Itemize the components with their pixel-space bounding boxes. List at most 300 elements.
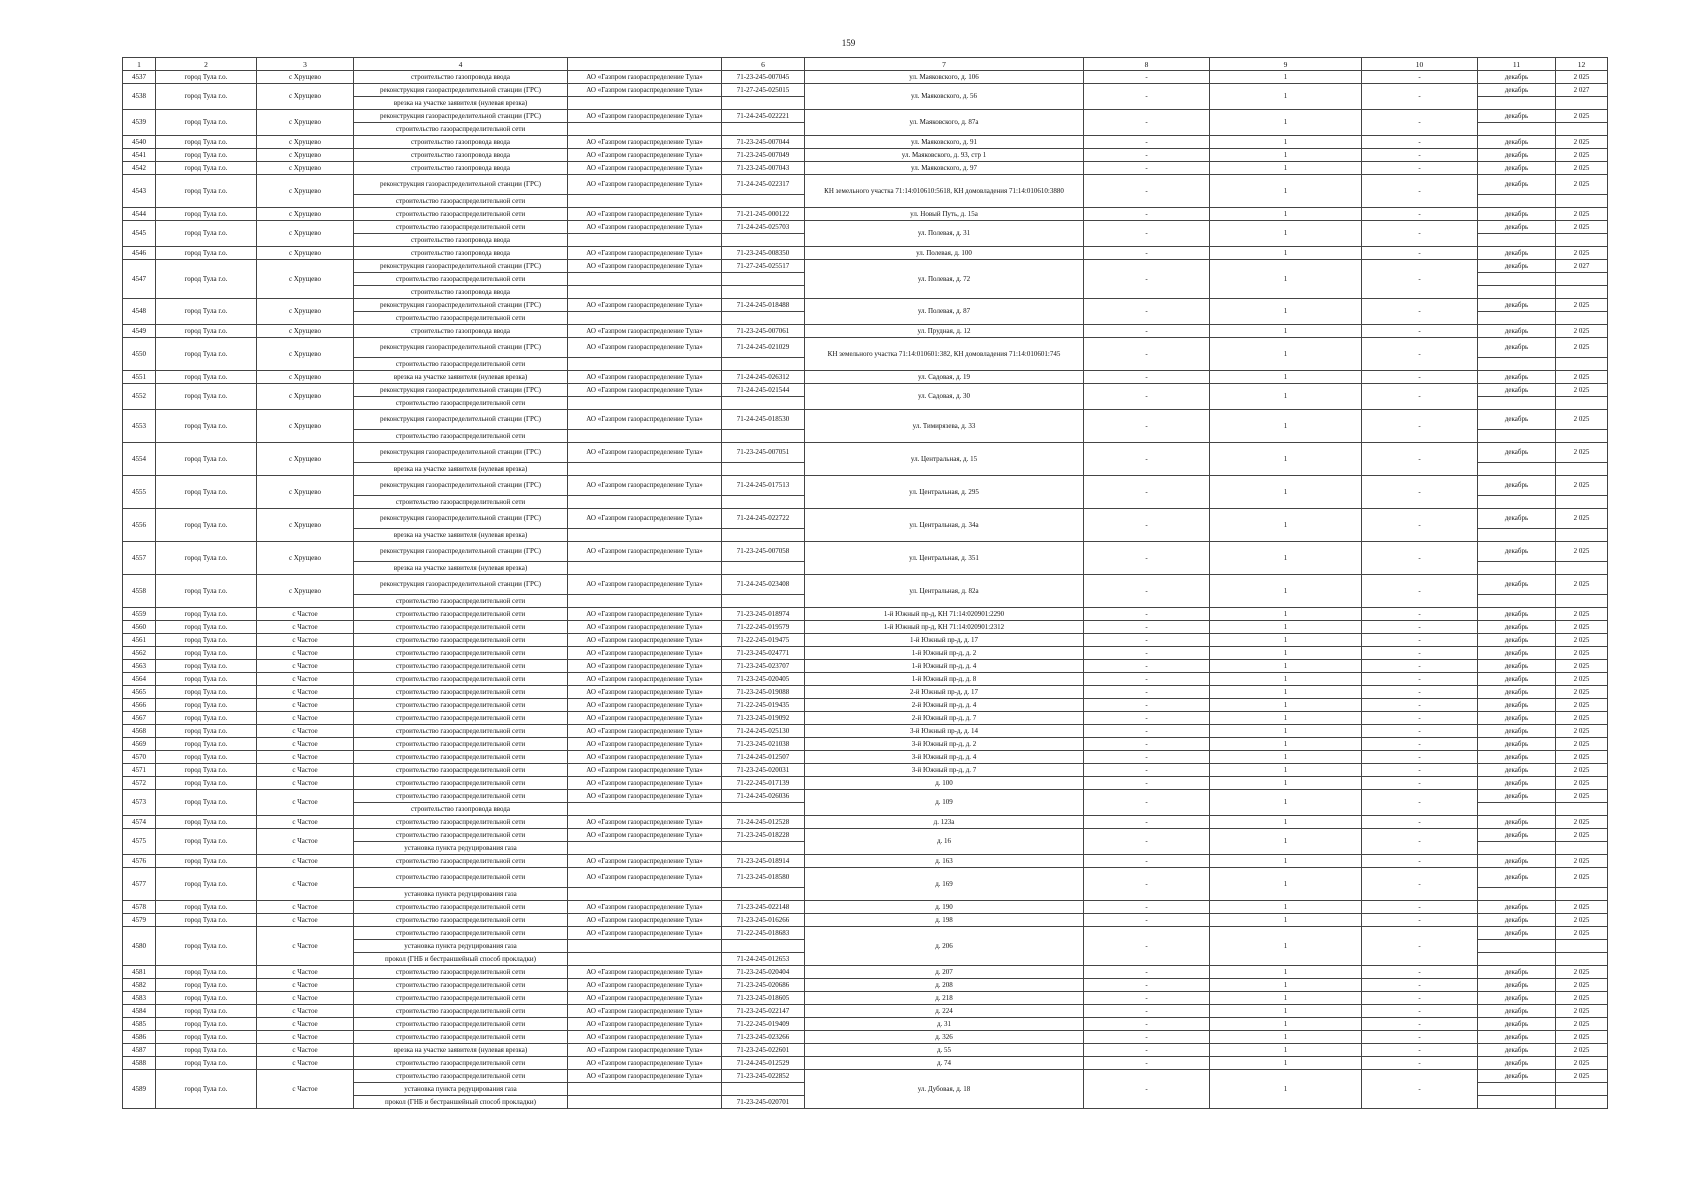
cell-work-type: строительство газораспределительной сети — [354, 738, 568, 751]
cell-year-empty — [1556, 803, 1608, 816]
cell-organization: АО «Газпром газораспределение Тула» — [568, 608, 722, 621]
cell-col10: - — [1362, 966, 1478, 979]
cell-year: 2 025 — [1556, 855, 1608, 868]
cell-organization: АО «Газпром газораспределение Тула» — [568, 1070, 722, 1083]
cell-address: ул. Маяковского, д. 87а — [805, 110, 1084, 136]
cell-work-type: реконструкция газораспределительной станции (ГРС) — [354, 110, 568, 123]
cell-code — [722, 940, 805, 953]
cell-work-type: строительство газораспределительной сети — [354, 725, 568, 738]
cell-settlement: с Хрущево — [257, 443, 354, 476]
cell-organization: АО «Газпром газораспределение Тула» — [568, 247, 722, 260]
cell-address: 1-й Южный пр-д, д. 2 — [805, 647, 1084, 660]
cell-settlement: с Частое — [257, 777, 354, 790]
cell-work-type: строительство газораспределительной сети — [354, 979, 568, 992]
cell-code: 71-23-245-007049 — [722, 149, 805, 162]
cell-city: город Тула г.о. — [156, 673, 257, 686]
cell-code: 71-23-245-018605 — [722, 992, 805, 1005]
cell-address: ул. Центральная, д. 295 — [805, 476, 1084, 509]
cell-code: 71-22-245-019579 — [722, 621, 805, 634]
cell-organization: АО «Газпром газораспределение Тула» — [568, 660, 722, 673]
cell-month: декабрь — [1478, 162, 1556, 175]
cell-organization: АО «Газпром газораспределение Тула» — [568, 371, 722, 384]
cell-col10: - — [1362, 384, 1478, 410]
cell-month: декабрь — [1478, 299, 1556, 312]
cell-code: 71-24-245-022317 — [722, 175, 805, 195]
cell-city: город Тула г.о. — [156, 384, 257, 410]
cell-city: город Тула г.о. — [156, 855, 257, 868]
cell-number: 4572 — [123, 777, 156, 790]
cell-city: город Тула г.о. — [156, 979, 257, 992]
cell-year: 2 025 — [1556, 686, 1608, 699]
cell-month: декабрь — [1478, 829, 1556, 842]
table-row — [123, 816, 1608, 829]
cell-organization: АО «Газпром газораспределение Тула» — [568, 686, 722, 699]
cell-month: декабрь — [1478, 509, 1556, 529]
cell-col8: - — [1084, 443, 1210, 476]
cell-address: 2-й Южный пр-д, д. 7 — [805, 712, 1084, 725]
cell-settlement: с Частое — [257, 914, 354, 927]
cell-code — [722, 195, 805, 208]
cell-col9: 1 — [1210, 927, 1362, 966]
cell-year: 2 025 — [1556, 621, 1608, 634]
cell-month: декабрь — [1478, 1057, 1556, 1070]
cell-work-type: установка пункта редуцирования газа — [354, 940, 568, 953]
header-row — [123, 58, 1608, 71]
cell-city: город Тула г.о. — [156, 621, 257, 634]
cell-code: 71-23-245-007051 — [722, 443, 805, 463]
cell-work-type: реконструкция газораспределительной станции (ГРС) — [354, 542, 568, 562]
cell-address: д. 31 — [805, 1018, 1084, 1031]
cell-settlement: с Частое — [257, 764, 354, 777]
cell-col8: - — [1084, 247, 1210, 260]
table-row — [123, 790, 1608, 803]
cell-city: город Тула г.о. — [156, 790, 257, 816]
cell-organization — [568, 888, 722, 901]
cell-col10: - — [1362, 790, 1478, 816]
cell-work-type: установка пункта редуцирования газа — [354, 842, 568, 855]
cell-code: 71-22-245-018683 — [722, 927, 805, 940]
cell-col10: - — [1362, 136, 1478, 149]
cell-number: 4580 — [123, 927, 156, 966]
cell-work-type: строительство газораспределительной сети — [354, 608, 568, 621]
cell-month-empty — [1478, 430, 1556, 443]
cell-month: декабрь — [1478, 208, 1556, 221]
cell-month-empty — [1478, 97, 1556, 110]
cell-address: д. 218 — [805, 992, 1084, 1005]
cell-code — [722, 1083, 805, 1096]
cell-work-type: строительство газораспределительной сети — [354, 1031, 568, 1044]
cell-work-type: прокол (ГНБ и бестраншейный способ прокладки) — [354, 1096, 568, 1109]
cell-address: д. 100 — [805, 777, 1084, 790]
table-row — [123, 371, 1608, 384]
cell-col10: - — [1362, 751, 1478, 764]
table-row — [123, 901, 1608, 914]
cell-col9: 1 — [1210, 1018, 1362, 1031]
cell-col8: - — [1084, 777, 1210, 790]
cell-work-type: врезка на участке заявителя (нулевая врезка) — [354, 529, 568, 542]
cell-address: д. 190 — [805, 901, 1084, 914]
cell-settlement: с Частое — [257, 673, 354, 686]
cell-col8: - — [1084, 84, 1210, 110]
cell-address: ул. Центральная, д. 82а — [805, 575, 1084, 608]
cell-number: 4578 — [123, 901, 156, 914]
cell-organization: АО «Газпром газораспределение Тула» — [568, 110, 722, 123]
cell-code — [722, 234, 805, 247]
cell-number: 4551 — [123, 371, 156, 384]
cell-col9: 1 — [1210, 660, 1362, 673]
cell-col10: - — [1362, 1005, 1478, 1018]
cell-city: город Тула г.о. — [156, 777, 257, 790]
cell-month: декабрь — [1478, 621, 1556, 634]
cell-col10: - — [1362, 764, 1478, 777]
cell-settlement: с Хрущево — [257, 384, 354, 410]
cell-col10: - — [1362, 476, 1478, 509]
cell-address: 3-й Южный пр-д, д. 4 — [805, 751, 1084, 764]
cell-code: 71-22-245-019435 — [722, 699, 805, 712]
cell-work-type: строительство газораспределительной сети — [354, 777, 568, 790]
cell-work-type: реконструкция газораспределительной станции (ГРС) — [354, 476, 568, 496]
cell-work-type: строительство газораспределительной сети — [354, 855, 568, 868]
cell-work-type: строительство газораспределительной сети — [354, 966, 568, 979]
cell-code: 71-23-245-022148 — [722, 901, 805, 914]
cell-work-type: строительство газораспределительной сети — [354, 634, 568, 647]
cell-organization: АО «Газпром газораспределение Тула» — [568, 260, 722, 273]
cell-month: декабрь — [1478, 136, 1556, 149]
cell-organization: АО «Газпром газораспределение Тула» — [568, 509, 722, 529]
cell-col10: - — [1362, 443, 1478, 476]
col-header: 10 — [1362, 58, 1478, 71]
cell-organization: АО «Газпром газораспределение Тула» — [568, 634, 722, 647]
cell-year: 2 027 — [1556, 84, 1608, 97]
cell-year-empty — [1556, 1096, 1608, 1109]
table-row — [123, 660, 1608, 673]
cell-col8: - — [1084, 738, 1210, 751]
cell-code: 71-23-245-022852 — [722, 1070, 805, 1083]
cell-year: 2 025 — [1556, 901, 1608, 914]
table-row — [123, 299, 1608, 312]
cell-col9: 1 — [1210, 992, 1362, 1005]
cell-city: город Тула г.о. — [156, 110, 257, 136]
cell-settlement: с Частое — [257, 816, 354, 829]
cell-address: ул. Центральная, д. 34а — [805, 509, 1084, 542]
cell-work-type: реконструкция газораспределительной станции (ГРС) — [354, 175, 568, 195]
cell-address: д. 224 — [805, 1005, 1084, 1018]
cell-address: 1-й Южный пр-д, д. 4 — [805, 660, 1084, 673]
cell-settlement: с Частое — [257, 927, 354, 966]
cell-organization — [568, 1083, 722, 1096]
cell-year: 2 025 — [1556, 816, 1608, 829]
cell-city: город Тула г.о. — [156, 816, 257, 829]
cell-col9: 1 — [1210, 384, 1362, 410]
cell-settlement: с Частое — [257, 1005, 354, 1018]
cell-col8: - — [1084, 325, 1210, 338]
cell-address: д. 207 — [805, 966, 1084, 979]
cell-organization: АО «Газпром газораспределение Тула» — [568, 149, 722, 162]
cell-year: 2 025 — [1556, 738, 1608, 751]
cell-col10: - — [1362, 299, 1478, 325]
cell-code: 71-24-245-026036 — [722, 790, 805, 803]
table-row — [123, 751, 1608, 764]
cell-month-empty — [1478, 940, 1556, 953]
cell-col9: 1 — [1210, 608, 1362, 621]
cell-col8: - — [1084, 1070, 1210, 1109]
cell-work-type: строительство газораспределительной сети — [354, 764, 568, 777]
cell-address: д. 55 — [805, 1044, 1084, 1057]
cell-col8: - — [1084, 725, 1210, 738]
cell-year: 2 025 — [1556, 751, 1608, 764]
table-row — [123, 738, 1608, 751]
cell-year-empty — [1556, 1083, 1608, 1096]
cell-year: 2 025 — [1556, 476, 1608, 496]
cell-city: город Тула г.о. — [156, 542, 257, 575]
cell-city: город Тула г.о. — [156, 914, 257, 927]
cell-settlement: с Хрущево — [257, 162, 354, 175]
cell-col8: - — [1084, 299, 1210, 325]
cell-month: декабрь — [1478, 992, 1556, 1005]
cell-col9: 1 — [1210, 221, 1362, 247]
cell-col8: - — [1084, 410, 1210, 443]
cell-month: декабрь — [1478, 673, 1556, 686]
cell-code: 71-23-245-018580 — [722, 868, 805, 888]
table-row — [123, 647, 1608, 660]
cell-address: д. 326 — [805, 1031, 1084, 1044]
cell-organization: АО «Газпром газораспределение Тула» — [568, 1005, 722, 1018]
cell-year: 2 025 — [1556, 660, 1608, 673]
cell-col8: - — [1084, 384, 1210, 410]
cell-year: 2 025 — [1556, 992, 1608, 1005]
cell-col8: - — [1084, 901, 1210, 914]
cell-col10: - — [1362, 868, 1478, 901]
cell-settlement: с Частое — [257, 1044, 354, 1057]
cell-number: 4552 — [123, 384, 156, 410]
cell-address: 2-й Южный пр-д, д. 17 — [805, 686, 1084, 699]
cell-code — [722, 562, 805, 575]
cell-year: 2 025 — [1556, 221, 1608, 234]
col-header: 12 — [1556, 58, 1608, 71]
cell-month: декабрь — [1478, 338, 1556, 358]
cell-code: 71-24-245-022722 — [722, 509, 805, 529]
cell-year: 2 025 — [1556, 542, 1608, 562]
cell-work-type: строительство газораспределительной сети — [354, 829, 568, 842]
cell-number: 4553 — [123, 410, 156, 443]
cell-address: ул. Полевая, д. 31 — [805, 221, 1084, 247]
table-row — [123, 384, 1608, 397]
cell-city: город Тула г.о. — [156, 725, 257, 738]
cell-year: 2 025 — [1556, 410, 1608, 430]
cell-number: 4556 — [123, 509, 156, 542]
cell-number: 4589 — [123, 1070, 156, 1109]
cell-year: 2 025 — [1556, 699, 1608, 712]
cell-code: 71-24-245-018530 — [722, 410, 805, 430]
cell-organization: АО «Газпром газораспределение Тула» — [568, 1057, 722, 1070]
cell-code — [722, 496, 805, 509]
cell-work-type: строительство газопровода ввода — [354, 803, 568, 816]
cell-settlement: с Частое — [257, 660, 354, 673]
cell-month: декабрь — [1478, 764, 1556, 777]
cell-work-type: строительство газораспределительной сети — [354, 868, 568, 888]
cell-city: город Тула г.о. — [156, 647, 257, 660]
cell-col9: 1 — [1210, 738, 1362, 751]
cell-address: ул. Маяковского, д. 97 — [805, 162, 1084, 175]
cell-address: 1-й Южный пр-д, КН 71:14:020901:2312 — [805, 621, 1084, 634]
cell-col8: - — [1084, 260, 1210, 299]
cell-number: 4559 — [123, 608, 156, 621]
cell-year: 2 025 — [1556, 509, 1608, 529]
cell-month-empty — [1478, 286, 1556, 299]
cell-organization: АО «Газпром газораспределение Тула» — [568, 712, 722, 725]
cell-address: д. 163 — [805, 855, 1084, 868]
cell-code — [722, 842, 805, 855]
cell-col9: 1 — [1210, 855, 1362, 868]
cell-work-type: строительство газораспределительной сети — [354, 712, 568, 725]
cell-organization — [568, 953, 722, 966]
cell-code — [722, 430, 805, 443]
cell-settlement: с Хрущево — [257, 84, 354, 110]
cell-number: 4562 — [123, 647, 156, 660]
cell-month: декабрь — [1478, 634, 1556, 647]
cell-address: ул. Дубовая, д. 18 — [805, 1070, 1084, 1109]
cell-col9: 1 — [1210, 476, 1362, 509]
cell-col9: 1 — [1210, 509, 1362, 542]
cell-col8: - — [1084, 371, 1210, 384]
cell-col10: - — [1362, 208, 1478, 221]
cell-settlement: с Частое — [257, 738, 354, 751]
cell-month-empty — [1478, 273, 1556, 286]
cell-number: 4579 — [123, 914, 156, 927]
table-row — [123, 979, 1608, 992]
cell-col9: 1 — [1210, 175, 1362, 208]
cell-settlement: с Частое — [257, 1018, 354, 1031]
cell-number: 4541 — [123, 149, 156, 162]
cell-city: город Тула г.о. — [156, 927, 257, 966]
cell-work-type: строительство газораспределительной сети — [354, 430, 568, 443]
cell-work-type: строительство газораспределительной сети — [354, 1070, 568, 1083]
cell-number: 4554 — [123, 443, 156, 476]
cell-settlement: с Хрущево — [257, 371, 354, 384]
cell-address: ул. Центральная, д. 351 — [805, 542, 1084, 575]
cell-city: город Тула г.о. — [156, 1031, 257, 1044]
cell-work-type: строительство газопровода ввода — [354, 136, 568, 149]
cell-month: декабрь — [1478, 476, 1556, 496]
cell-organization: АО «Газпром газораспределение Тула» — [568, 84, 722, 97]
cell-city: город Тула г.о. — [156, 84, 257, 110]
cell-organization: АО «Газпром газораспределение Тула» — [568, 1018, 722, 1031]
cell-number: 4586 — [123, 1031, 156, 1044]
cell-month: декабрь — [1478, 712, 1556, 725]
cell-organization: АО «Газпром газораспределение Тула» — [568, 725, 722, 738]
cell-month: декабрь — [1478, 575, 1556, 595]
cell-work-type: строительство газопровода ввода — [354, 149, 568, 162]
cell-year: 2 025 — [1556, 149, 1608, 162]
cell-year: 2 025 — [1556, 914, 1608, 927]
cell-organization — [568, 430, 722, 443]
cell-col8: - — [1084, 1044, 1210, 1057]
cell-city: город Тула г.о. — [156, 162, 257, 175]
cell-month: декабрь — [1478, 816, 1556, 829]
cell-year: 2 025 — [1556, 371, 1608, 384]
cell-address: д. 74 — [805, 1057, 1084, 1070]
cell-col10: - — [1362, 247, 1478, 260]
table-row — [123, 247, 1608, 260]
cell-col9: 1 — [1210, 1070, 1362, 1109]
cell-year-empty — [1556, 529, 1608, 542]
cell-col9: 1 — [1210, 208, 1362, 221]
cell-code: 71-23-245-022147 — [722, 1005, 805, 1018]
page-number: 159 — [841, 38, 856, 48]
cell-month-empty — [1478, 803, 1556, 816]
cell-month-empty — [1478, 358, 1556, 371]
cell-col10: - — [1362, 914, 1478, 927]
cell-year: 2 025 — [1556, 777, 1608, 790]
cell-year: 2 025 — [1556, 725, 1608, 738]
cell-col10: - — [1362, 175, 1478, 208]
cell-col8: - — [1084, 1005, 1210, 1018]
cell-col10: - — [1362, 686, 1478, 699]
cell-col9: 1 — [1210, 901, 1362, 914]
cell-col8: - — [1084, 1031, 1210, 1044]
col-header: 7 — [805, 58, 1084, 71]
cell-work-type: строительство газораспределительной сети — [354, 686, 568, 699]
cell-col10: - — [1362, 712, 1478, 725]
cell-month: декабрь — [1478, 1018, 1556, 1031]
cell-settlement: с Хрущево — [257, 476, 354, 509]
cell-col10: - — [1362, 725, 1478, 738]
cell-work-type: реконструкция газораспределительной станции (ГРС) — [354, 299, 568, 312]
cell-col8: - — [1084, 868, 1210, 901]
cell-col9: 1 — [1210, 673, 1362, 686]
cell-col8: - — [1084, 621, 1210, 634]
cell-year: 2 025 — [1556, 1044, 1608, 1057]
cell-work-type: реконструкция газораспределительной станции (ГРС) — [354, 260, 568, 273]
cell-year: 2 025 — [1556, 443, 1608, 463]
cell-city: город Тула г.о. — [156, 1018, 257, 1031]
cell-month: декабрь — [1478, 751, 1556, 764]
cell-city: город Тула г.о. — [156, 1005, 257, 1018]
cell-col9: 1 — [1210, 325, 1362, 338]
cell-col8: - — [1084, 914, 1210, 927]
cell-year: 2 025 — [1556, 608, 1608, 621]
cell-col8: - — [1084, 136, 1210, 149]
cell-col10: - — [1362, 325, 1478, 338]
cell-col8: - — [1084, 175, 1210, 208]
cell-code: 71-23-245-007058 — [722, 542, 805, 562]
cell-address: 1-й Южный пр-д, д. 8 — [805, 673, 1084, 686]
cell-work-type: строительство газораспределительной сети — [354, 927, 568, 940]
table-row — [123, 777, 1608, 790]
cell-year: 2 025 — [1556, 764, 1608, 777]
cell-city: город Тула г.о. — [156, 764, 257, 777]
cell-col9: 1 — [1210, 764, 1362, 777]
cell-col8: - — [1084, 221, 1210, 247]
cell-settlement: с Хрущево — [257, 247, 354, 260]
cell-number: 4568 — [123, 725, 156, 738]
cell-col10: - — [1362, 71, 1478, 84]
cell-month: декабрь — [1478, 1031, 1556, 1044]
cell-code: 71-23-245-020405 — [722, 673, 805, 686]
cell-address: ул. Садовая, д. 19 — [805, 371, 1084, 384]
cell-month: декабрь — [1478, 725, 1556, 738]
cell-number: 4573 — [123, 790, 156, 816]
cell-number: 4548 — [123, 299, 156, 325]
cell-year-empty — [1556, 273, 1608, 286]
cell-col10: - — [1362, 647, 1478, 660]
cell-code: 71-23-245-020701 — [722, 1096, 805, 1109]
cell-organization: АО «Газпром газораспределение Тула» — [568, 1044, 722, 1057]
cell-work-type: строительство газораспределительной сети — [354, 751, 568, 764]
cell-code: 71-22-245-019475 — [722, 634, 805, 647]
cell-organization: АО «Газпром газораспределение Тула» — [568, 208, 722, 221]
cell-city: город Тула г.о. — [156, 260, 257, 299]
